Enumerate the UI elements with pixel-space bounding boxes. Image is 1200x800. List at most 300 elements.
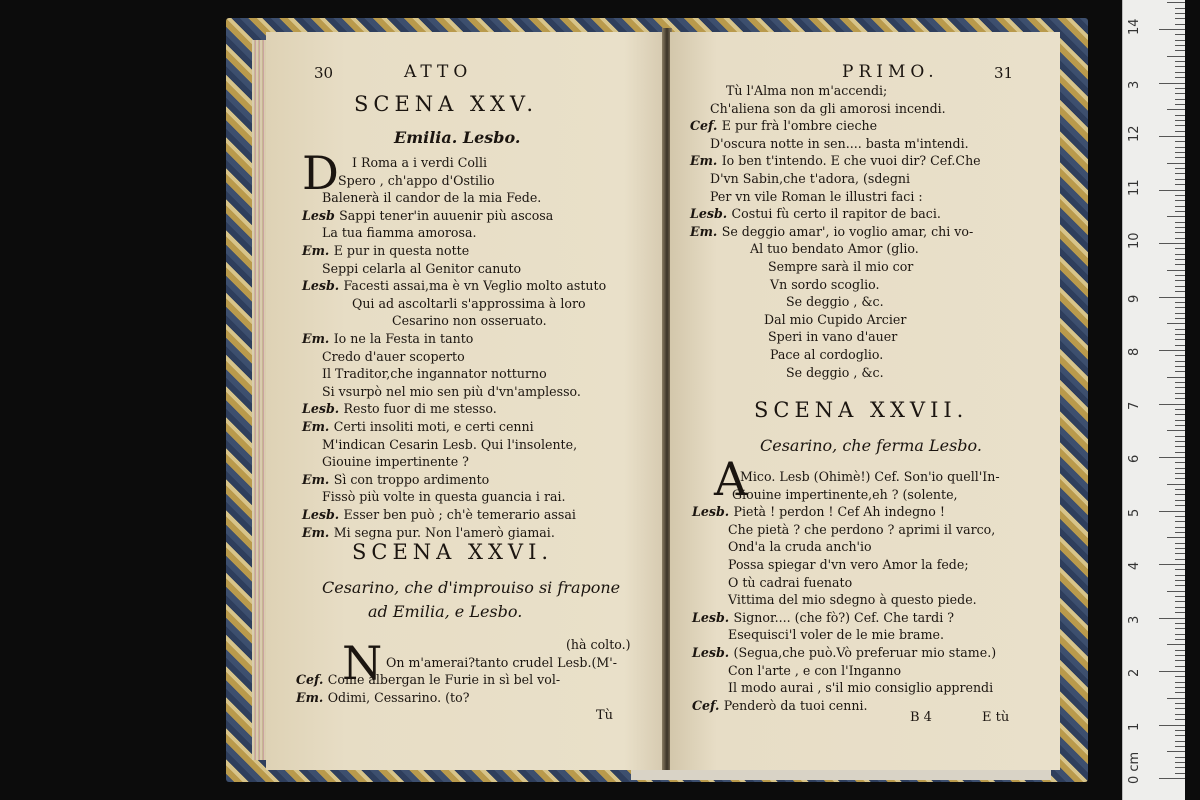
verse-line (740, 468, 1000, 486)
verse-line (786, 364, 884, 382)
page-number: 30 (314, 64, 334, 82)
verse-line (386, 654, 617, 672)
verse-line (768, 328, 897, 346)
ruler-tick (1175, 462, 1185, 463)
ruler-tick (1175, 553, 1185, 554)
verse-text: Dal mio Cupido Arcier (764, 311, 907, 327)
verse-line (726, 82, 887, 100)
ruler-tick (1175, 682, 1185, 683)
verse-text: Mico. Lesb (Ohimè!) Cef. Son'io quell'In- (740, 469, 1000, 484)
verse-text: I Roma a i verdi Colli (352, 155, 488, 170)
ruler-label: 4 (1127, 561, 1142, 570)
ruler-tick (1175, 157, 1185, 158)
verse-line (764, 311, 906, 329)
ruler-tick (1175, 61, 1185, 62)
verse-line (768, 258, 913, 276)
speaker-abbrev: Em. (690, 223, 722, 239)
speaker-abbrev: Lesb. (690, 206, 732, 222)
ruler-tick (1175, 548, 1185, 549)
ruler-tick (1175, 676, 1185, 677)
scene-title: SCENA XXV. (354, 92, 539, 116)
verse-line (690, 205, 941, 223)
ruler-tick (1175, 195, 1185, 196)
ruler-label: 14 (1127, 18, 1142, 35)
verse-text: Se deggio amar', io voglio amar, chi vo- (721, 223, 974, 239)
verse-text: Esequisci'l voler de le mie brame. (728, 627, 944, 643)
verse-text: Mi segna pur. Non l'amerò giamai. (333, 524, 555, 540)
verse-line (322, 365, 547, 383)
verse-text: Se deggio , &c. (786, 364, 884, 380)
ruler-tick (1167, 56, 1185, 57)
ruler-tick (1175, 50, 1185, 51)
ruler-label: 0 cm (1127, 751, 1142, 784)
verse-line (296, 671, 560, 689)
ruler-tick (1175, 222, 1185, 223)
ruler-tick (1175, 628, 1185, 629)
ruler-tick (1175, 366, 1185, 367)
verse-text: Certi insoliti moti, e certi cenni (333, 419, 534, 434)
right-page (670, 32, 1060, 770)
verse-text: Io ne la Festa in tanto (333, 331, 474, 346)
ruler-tick (1175, 99, 1185, 100)
running-head: PRIMO. (842, 62, 939, 82)
ruler-tick (1175, 730, 1185, 731)
verse-line (392, 312, 547, 330)
verse-line (322, 436, 577, 454)
ruler-label: 2 (1127, 668, 1142, 677)
verse-text: D'oscura notte in sen.... basta m'intendi. (710, 135, 969, 151)
page-number: 31 (994, 64, 1014, 82)
verse-text: Odimi, Cessarino. (to? (327, 689, 470, 705)
verse-line (692, 503, 945, 521)
ruler-tick (1175, 93, 1185, 94)
speaker-abbrev: Lesb. (302, 401, 344, 417)
speaker-abbrev: Em. (690, 153, 722, 169)
ruler-tick (1175, 141, 1185, 142)
ruler-tick (1175, 569, 1185, 570)
ruler-tick (1175, 13, 1185, 14)
verse-text: Ond'a la cruda anch'io (728, 539, 872, 555)
ruler-tick (1175, 580, 1185, 581)
verse-line (302, 418, 534, 436)
ruler-label: 10 (1127, 232, 1142, 249)
ruler-tick (1167, 377, 1185, 378)
ruler-tick (1175, 425, 1185, 426)
ruler-tick (1175, 184, 1185, 185)
verse-line (728, 521, 995, 539)
verse-text: Pietà ! perdon ! Cef Ah indegno ! (733, 504, 945, 520)
ruler-tick (1175, 714, 1185, 715)
ruler-tick (1167, 323, 1185, 324)
speaker-abbrev: Em. (302, 419, 334, 434)
speaker-abbrev: Cef. (692, 697, 724, 713)
verse-line (302, 471, 489, 489)
ruler-tick (1159, 136, 1185, 137)
ruler-tick (1175, 275, 1185, 276)
ruler-tick (1167, 484, 1185, 485)
ruler-tick (1175, 655, 1185, 656)
ruler-tick (1175, 436, 1185, 437)
ruler-tick (1175, 179, 1185, 180)
ruler-tick (1175, 650, 1185, 651)
verse-line (322, 224, 476, 242)
verse-line (770, 346, 883, 364)
ruler-tick (1175, 168, 1185, 169)
verse-text: Pace al cordoglio. (770, 347, 884, 362)
ruler-tick (1159, 83, 1185, 84)
ruler-tick (1159, 564, 1185, 565)
verse-text: Si vsurpò nel mio sen più d'vn'amplesso. (322, 383, 581, 399)
verse-line (732, 486, 958, 504)
verse-line (750, 240, 919, 258)
speaker-abbrev: Lesb. (692, 645, 734, 660)
ruler-tick (1175, 248, 1185, 249)
ruler-tick (1175, 211, 1185, 212)
ruler-tick (1175, 200, 1185, 201)
ruler-label: 11 (1127, 178, 1142, 196)
verse-text: E pur in questa notte (333, 243, 470, 258)
verse-text: Sì con troppo ardimento (333, 471, 490, 487)
verse-text: Come albergan le Furie in sì bel vol- (327, 672, 561, 688)
verse-text: Speri in vano d'auer (768, 329, 898, 345)
verse-line (322, 488, 566, 506)
verse-line (338, 172, 495, 190)
ruler-tick (1175, 8, 1185, 9)
ruler-tick (1175, 18, 1185, 19)
verse-text: Con l'arte , e con l'Inganno (728, 662, 902, 678)
verse-text: Se deggio , &c. (786, 294, 884, 310)
verse-text: Costui fù certo il rapitor de baci. (731, 206, 941, 222)
ruler-tick (1175, 291, 1185, 292)
verse-text: E pur frà l'ombre cieche (721, 118, 878, 134)
ruler-tick (1175, 505, 1185, 506)
verse-line (690, 117, 877, 135)
ruler-tick (1175, 420, 1185, 421)
ruler-tick (1159, 404, 1185, 405)
verse-text: Giouine impertinente,eh ? (solente, (732, 486, 958, 502)
ruler-tick (1175, 72, 1185, 73)
verse-line (728, 662, 901, 680)
verse-text: M'indican Cesarin Lesb. Qui l'insolente, (322, 436, 578, 452)
verse-text: Balenerà il candor de la mia Fede. (322, 190, 542, 206)
verse-text: Vittima del mio sdegno à questo piede. (728, 592, 977, 608)
verse-line (710, 188, 923, 206)
ruler-tick (1175, 206, 1185, 207)
ruler-tick (1159, 457, 1185, 458)
ruler-tick (1175, 393, 1185, 394)
ruler-tick (1159, 190, 1185, 191)
verse-line (302, 400, 497, 418)
ruler-tick (1175, 345, 1185, 346)
left-page (266, 32, 664, 770)
verse-line (710, 170, 910, 188)
ruler-tick (1175, 371, 1185, 372)
verse-line (690, 223, 973, 241)
verse-text: (hà colto.) (566, 637, 631, 652)
verse-line (352, 154, 487, 172)
drop-cap: A (714, 452, 748, 506)
speaker-abbrev: Lesb. (692, 504, 734, 520)
ruler-tick (1175, 104, 1185, 105)
ruler-tick (1175, 575, 1185, 576)
ruler-tick (1159, 618, 1185, 619)
ruler-tick (1175, 543, 1185, 544)
ruler-tick (1159, 243, 1185, 244)
ruler-tick (1175, 767, 1185, 768)
ruler-tick (1175, 147, 1185, 148)
ruler-tick (1167, 537, 1185, 538)
verse-line (302, 524, 555, 542)
speaker-abbrev: Lesb (302, 207, 340, 223)
verse-line (302, 330, 473, 348)
measurement-ruler (1122, 0, 1185, 800)
verse-line (566, 636, 631, 654)
ruler-tick (1175, 478, 1185, 479)
ruler-tick (1159, 350, 1185, 351)
ruler-tick (1175, 286, 1185, 287)
ruler-tick (1167, 644, 1185, 645)
ruler-label: 6 (1127, 454, 1142, 463)
ruler-tick (1159, 725, 1185, 726)
ruler-tick (1175, 232, 1185, 233)
ruler-tick (1175, 612, 1185, 613)
verse-line (692, 609, 954, 627)
ruler-tick (1175, 361, 1185, 362)
ruler-tick (1175, 687, 1185, 688)
verse-text: Ch'aliena son da gli amorosi incendi. (710, 100, 946, 116)
verse-line (728, 626, 944, 644)
ruler-tick (1167, 751, 1185, 752)
ruler-tick (1175, 173, 1185, 174)
verse-text: La tua fiamma amorosa. (322, 225, 477, 241)
scene-characters: Cesarino, che ferma Lesbo. (760, 436, 982, 455)
ruler-tick (1175, 494, 1185, 495)
verse-text: Per vn vile Roman le illustri faci : (710, 188, 923, 204)
verse-text: Credo d'auer scoperto (322, 348, 465, 364)
ruler-tick (1175, 409, 1185, 410)
ruler-tick (1175, 238, 1185, 239)
ruler-tick (1175, 280, 1185, 281)
speaker-abbrev: Em. (296, 689, 328, 705)
ruler-tick (1175, 473, 1185, 474)
ruler-tick (1175, 307, 1185, 308)
ruler-tick (1175, 596, 1185, 597)
ruler-tick (1167, 698, 1185, 699)
ruler-tick (1175, 692, 1185, 693)
verse-text: (Segua,che può.Vò preferuar mio stame.) (733, 645, 997, 660)
verse-text: Spero , ch'appo d'Ostilio (338, 172, 495, 188)
ruler-tick (1175, 746, 1185, 747)
scene-characters: ad Emilia, e Lesbo. (368, 602, 523, 621)
ruler-tick (1175, 639, 1185, 640)
ruler-tick (1175, 125, 1185, 126)
scene-title: SCENA XXVII. (754, 398, 969, 422)
verse-text: Tù l'Alma non m'accendi; (726, 83, 888, 98)
ruler-tick (1175, 762, 1185, 763)
ruler-tick (1175, 532, 1185, 533)
verse-text: Seppi celarla al Genitor canuto (322, 260, 522, 276)
verse-text: Fissò più volte in questa guancia i rai. (322, 489, 566, 505)
ruler-tick (1175, 585, 1185, 586)
ruler-tick (1175, 773, 1185, 774)
ruler-label: 1 (1127, 722, 1142, 731)
verse-line (770, 276, 880, 294)
verse-line (322, 189, 541, 207)
ruler-tick (1175, 259, 1185, 260)
speaker-abbrev: Lesb. (692, 609, 734, 625)
verse-text: Facesti assai,ma è vn Veglio molto astuto (343, 278, 607, 294)
ruler-tick (1175, 318, 1185, 319)
verse-line (728, 538, 872, 556)
ruler-tick (1167, 109, 1185, 110)
ruler-tick (1175, 601, 1185, 602)
ruler-tick (1175, 441, 1185, 442)
ruler-tick (1175, 521, 1185, 522)
ruler-tick (1175, 45, 1185, 46)
ruler-tick (1175, 120, 1185, 121)
verse-text: Esser ben può ; ch'è temerario assai (343, 507, 576, 522)
ruler-tick (1175, 334, 1185, 335)
verse-line (692, 644, 996, 662)
speaker-abbrev: Em. (302, 471, 334, 487)
verse-line (692, 697, 868, 715)
verse-line (302, 242, 469, 260)
verse-line (296, 689, 469, 707)
ruler-tick (1175, 264, 1185, 265)
ruler-tick (1175, 452, 1185, 453)
ruler-tick (1175, 77, 1185, 78)
ruler-tick (1175, 227, 1185, 228)
ruler-label: 7 (1127, 401, 1142, 410)
verse-line (322, 453, 469, 471)
verse-text: Il modo aurai , s'il mio consiglio apprendi (728, 680, 994, 696)
ruler-tick (1175, 414, 1185, 415)
ruler-tick (1175, 607, 1185, 608)
verse-line (322, 383, 581, 401)
ruler-tick (1175, 468, 1185, 469)
ruler-tick (1175, 131, 1185, 132)
scene-characters: Emilia. Lesbo. (394, 128, 521, 147)
speaker-abbrev: Lesb. (302, 278, 344, 294)
verse-text: Che pietà ? che perdono ? aprimi il varco, (728, 521, 996, 537)
ruler-tick (1167, 430, 1185, 431)
catchword: Tù (596, 708, 614, 723)
ruler-tick (1175, 398, 1185, 399)
drop-cap: D (302, 146, 339, 200)
ruler-tick (1167, 591, 1185, 592)
verse-line (352, 295, 586, 313)
book-cover (226, 18, 1088, 782)
ruler-tick (1175, 387, 1185, 388)
verse-line (728, 591, 977, 609)
scene-title: SCENA XXVI. (352, 540, 554, 564)
ruler-tick (1175, 634, 1185, 635)
ruler-tick (1175, 500, 1185, 501)
page-bottom-edge (631, 770, 1051, 780)
ruler-tick (1175, 66, 1185, 67)
verse-text: Al tuo bendato Amor (glio. (750, 241, 919, 257)
verse-line (728, 556, 969, 574)
verse-text: Vn sordo scoglio. (770, 276, 880, 292)
ruler-tick (1175, 302, 1185, 303)
ruler-tick (1159, 29, 1185, 30)
ruler-tick (1175, 660, 1185, 661)
verse-text: Sappi tener'in auuenir più ascosa (339, 207, 554, 223)
ruler-tick (1175, 703, 1185, 704)
verse-line (690, 152, 981, 170)
ruler-tick (1175, 382, 1185, 383)
ruler-tick (1159, 778, 1185, 779)
scene-characters: Cesarino, che d'improuiso si frapone (322, 578, 621, 597)
verse-line (302, 207, 553, 225)
verse-text: Qui ad ascoltarli s'approssima à loro (352, 295, 586, 311)
speaker-abbrev: Em. (302, 243, 334, 258)
verse-text: Resto fuor di me stesso. (343, 401, 497, 417)
ruler-tick (1175, 339, 1185, 340)
ruler-tick (1175, 24, 1185, 25)
verse-line (322, 260, 521, 278)
signature-mark: B 4 (910, 710, 932, 725)
verse-text: O tù cadrai fuenato (728, 574, 853, 590)
ruler-tick (1167, 2, 1185, 3)
verse-line (728, 679, 993, 697)
ruler-tick (1175, 313, 1185, 314)
ruler-tick (1175, 254, 1185, 255)
verse-line (710, 100, 946, 118)
ruler-tick (1175, 757, 1185, 758)
speaker-abbrev: Lesb. (302, 507, 344, 522)
ruler-tick (1175, 88, 1185, 89)
verse-line (302, 506, 576, 524)
verse-text: Io ben t'intendo. E che vuoi dir? Cef.Che (721, 153, 981, 169)
ruler-tick (1167, 163, 1185, 164)
verse-line (322, 348, 465, 366)
speaker-abbrev: Cef. (690, 118, 722, 134)
ruler-tick (1175, 115, 1185, 116)
ruler-tick (1167, 216, 1185, 217)
ruler-tick (1175, 446, 1185, 447)
ruler-tick (1175, 708, 1185, 709)
ruler-tick (1175, 719, 1185, 720)
ruler-label: 3 (1127, 80, 1142, 89)
verse-line (728, 574, 852, 592)
verse-text: Penderò da tuoi cenni. (723, 697, 868, 713)
ruler-tick (1175, 527, 1185, 528)
ruler-label: 3 (1127, 615, 1142, 624)
verse-text: Giouine impertinente ? (322, 454, 469, 470)
ruler-tick (1175, 666, 1185, 667)
verse-text: Il Traditor,che ingannator notturno (322, 366, 547, 382)
verse-text: Sempre sarà il mio cor (768, 259, 914, 274)
speaker-abbrev: Em. (302, 524, 334, 540)
ruler-tick (1159, 297, 1185, 298)
ruler-label: 9 (1127, 294, 1142, 303)
ruler-tick (1175, 559, 1185, 560)
ruler-tick (1175, 329, 1185, 330)
verse-text: D'vn Sabin,che t'adora, (sdegni (710, 171, 911, 186)
verse-line (302, 277, 606, 295)
ruler-tick (1175, 623, 1185, 624)
verse-line (786, 293, 884, 311)
ruler-tick (1175, 355, 1185, 356)
ruler-tick (1159, 671, 1185, 672)
speaker-abbrev: Em. (302, 331, 334, 346)
verse-text: Cesarino non osseruato. (392, 313, 547, 329)
ruler-tick (1175, 741, 1185, 742)
ruler-label: 5 (1127, 508, 1142, 517)
ruler-tick (1159, 511, 1185, 512)
ruler-tick (1175, 34, 1185, 35)
